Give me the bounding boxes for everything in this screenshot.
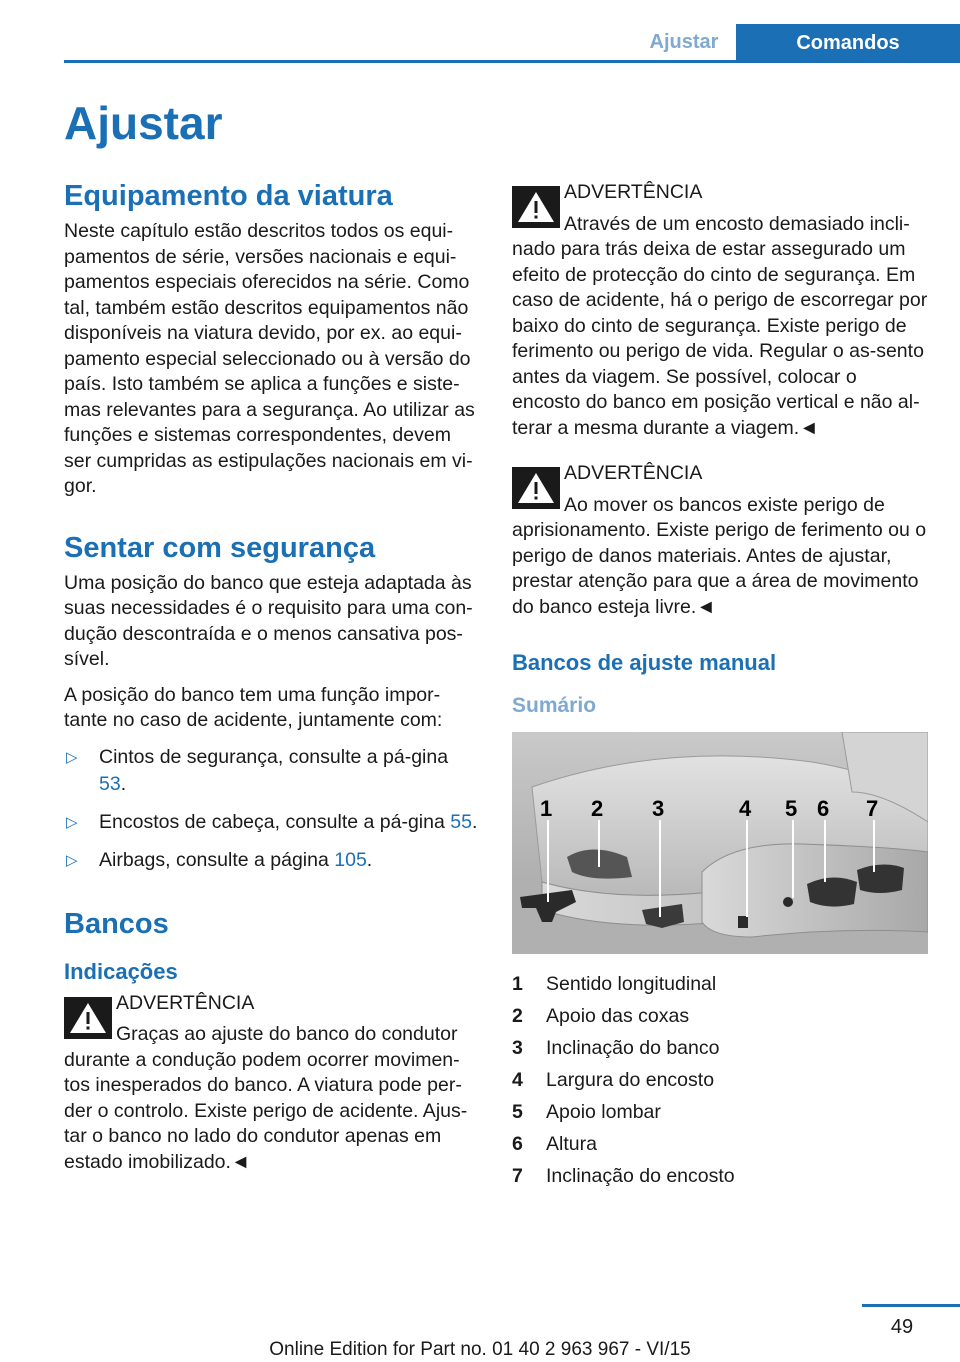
warning-driver-seat <box>64 991 478 1176</box>
sentar-paragraph-1: Uma posição do banco que esteja adaptada às suas necessidades é o requisito para uma con-dução descontraída e o menos cansativa pos-sível. <box>64 571 473 670</box>
legend-text: Altura <box>546 1133 597 1155</box>
warning-text: Através de um encosto demasiado incli-nado para trás deixa de estar assegurado um efeito de protecção do cinto de segurança. Em caso de acidente, há o perigo de escorregar por baixo do cinto de segurança. Existe perigo de ferimento ou perigo de vida. Regular o as-sento antes da viagem. Se possível, colocar o encosto do banco em posição vertical e não al-terar a mesma durante a viagem.◄ <box>512 212 928 439</box>
legend-text: Largura do encosto <box>546 1069 715 1091</box>
right-column <box>512 180 928 1192</box>
figure-label-1: 1 <box>540 796 553 821</box>
legend-number: 6 <box>512 1133 523 1155</box>
figure-label-6: 6 <box>817 796 830 821</box>
warning-icon <box>64 997 112 1039</box>
equipment-paragraph: Neste capítulo estão descritos todos os equi-pamentos de série, versões nacionais e equi-pamentos especiais oferecidos na série. Como tal, também estão descritos equipamentos não disponíveis na viatura devido, por ex. ao equi-pamento especial seleccionado ou à versão do país. Isto também se aplica a funções e siste-mas relevantes para a segurança. Ao utilizar as funções e sistemas correspondentes, devem ser cumpridas as estipulações nacionais em vi-gor. <box>64 220 475 497</box>
triangle-bullet-icon: ▷ <box>66 813 78 831</box>
tab-comandos[interactable]: Comandos <box>736 24 960 63</box>
list-item-text: Airbags, consulte a página <box>99 848 335 871</box>
equipment-heading: Equipamento da viatura <box>64 180 393 212</box>
legend-text: Inclinação do encosto <box>546 1165 735 1187</box>
triangle-bullet-icon: ▷ <box>66 851 78 869</box>
list-item <box>64 744 478 798</box>
warning-text: Graças ao ajuste do banco do condutor durante a condução podem ocorrer movimen-tos inesperados do banco. A viatura pode per-der o controlo. Existe perigo de acidente. Ajus-tar o banco no lado do condutor apenas em estado imobilizado.◄ <box>64 1023 468 1173</box>
legend-row <box>512 968 735 1000</box>
sumario-heading: Sumário <box>512 694 597 717</box>
indicacoes-heading: Indicações <box>64 958 178 984</box>
legend-row <box>512 1128 735 1160</box>
seat-illustration <box>512 732 928 954</box>
legend-number: 2 <box>512 1005 523 1027</box>
legend-text: Inclinação do banco <box>546 1037 720 1059</box>
warning-label: ADVERTÊNCIA <box>564 462 703 484</box>
sentar-heading: Sentar com segurança <box>64 531 376 564</box>
legend-number: 7 <box>512 1165 523 1187</box>
page-number: 49 <box>890 1316 914 1338</box>
tab-ajustar[interactable]: Ajustar <box>649 30 719 53</box>
figure-label-5: 5 <box>785 796 798 821</box>
legend-row <box>512 1000 735 1032</box>
list-item-text: Cintos de segurança, consulte a pá-gina <box>99 745 449 768</box>
figure-legend <box>512 968 735 1192</box>
triangle-bullet-icon: ▷ <box>66 748 78 766</box>
legend-text: Apoio das coxas <box>546 1005 690 1027</box>
figure-label-3: 3 <box>652 796 665 821</box>
legend-number: 5 <box>512 1101 523 1123</box>
warning-label: ADVERTÊNCIA <box>564 181 703 203</box>
legend-number: 3 <box>512 1037 523 1059</box>
page-link-105[interactable]: 105 <box>334 848 367 871</box>
footer-edition-text: Online Edition for Part no. 01 40 2 963 967 - VI/15 <box>269 1339 691 1360</box>
figure-label-4: 4 <box>739 796 752 821</box>
legend-number: 1 <box>512 973 523 995</box>
legend-row <box>512 1064 735 1096</box>
list-item-text: Encostos de cabeça, consulte a pá-gina <box>99 810 451 833</box>
bancos-heading: Bancos <box>64 907 169 940</box>
legend-text: Apoio lombar <box>546 1101 661 1123</box>
legend-row <box>512 1032 735 1064</box>
list-item <box>64 809 478 836</box>
warning-icon <box>512 186 560 228</box>
manual-seats-heading: Bancos de ajuste manual <box>512 650 777 675</box>
list-item-end: . <box>471 810 478 833</box>
list-item-end: . <box>366 848 373 871</box>
legend-text: Sentido longitudinal <box>546 973 717 995</box>
legend-number: 4 <box>512 1069 523 1091</box>
warning-icon <box>512 467 560 509</box>
list-item-end: . <box>120 772 127 795</box>
list-item <box>64 847 478 874</box>
legend-row <box>512 1096 735 1128</box>
warning-trap <box>512 461 928 620</box>
seat-figure <box>512 732 928 954</box>
warning-text: Ao mover os bancos existe perigo de aprisionamento. Existe perigo de ferimento ou o perigo de danos materiais. Antes de ajustar, prestar atenção para que a área de movimento do banco esteja livre.◄ <box>512 493 927 618</box>
footer-rule <box>862 1304 960 1307</box>
page-link-55[interactable]: 55 <box>450 810 472 833</box>
page-link-53[interactable]: 53 <box>99 772 121 795</box>
legend-row <box>512 1160 735 1192</box>
safety-list <box>64 744 478 874</box>
page-title: Ajustar <box>64 97 223 149</box>
warning-backrest <box>512 180 928 441</box>
left-column <box>64 180 478 1189</box>
warning-label: ADVERTÊNCIA <box>116 991 255 1014</box>
sentar-paragraph-2: A posição do banco tem uma função impor-tante no caso de acidente, juntamente com: <box>64 683 443 731</box>
figure-label-7: 7 <box>866 796 879 821</box>
figure-label-2: 2 <box>591 796 604 821</box>
